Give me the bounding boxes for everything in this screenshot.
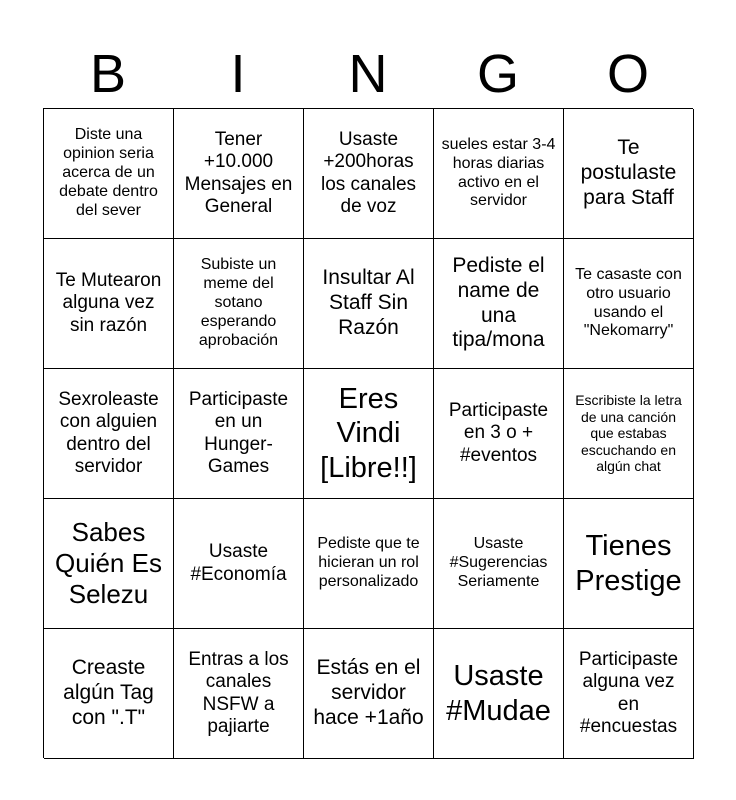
bingo-cell-r2-c4[interactable]: Pediste el name de una tipa/mona (434, 239, 564, 369)
bingo-cell-r1-c3[interactable]: Usaste +200horas los canales de voz (304, 109, 434, 239)
bingo-cell-r5-c5[interactable]: Participaste alguna vez en #encuestas (564, 629, 694, 759)
bingo-cell-r4-c2[interactable]: Usaste #Economía (174, 499, 304, 629)
bingo-cell-r1-c1[interactable]: Diste una opinion seria acerca de un debate dentro del sever (44, 109, 174, 239)
bingo-cell-r1-c5[interactable]: Te postulaste para Staff (564, 109, 694, 239)
header-letter-b: B (89, 44, 127, 104)
bingo-board (43, 108, 693, 758)
header-letter-i: I (230, 44, 246, 104)
bingo-cell-r2-c1[interactable]: Te Mutearon alguna vez sin razón (44, 239, 174, 369)
bingo-cell-r1-c2[interactable]: Tener +10.000 Mensajes en General (174, 109, 304, 239)
header-letter-o: O (606, 44, 649, 104)
bingo-cell-r1-c4[interactable]: sueles estar 3-4 horas diarias activo en el servidor (434, 109, 564, 239)
header-letter-g: G (476, 44, 519, 104)
bingo-cell-r4-c3[interactable]: Pediste que te hicieran un rol personalizado (304, 499, 434, 629)
bingo-cell-r3-c5[interactable]: Escribiste la letra de una canción que estabas escuchando en algún chat (564, 369, 694, 499)
bingo-cell-r4-c5[interactable]: Tienes Prestige (564, 499, 694, 629)
bingo-cell-r5-c4[interactable]: Usaste #Mudae (434, 629, 564, 759)
bingo-cell-r3-c3-free[interactable]: Eres Vindi [Libre!!] (304, 369, 434, 499)
bingo-cell-r3-c1[interactable]: Sexroleaste con alguien dentro del servidor (44, 369, 174, 499)
bingo-cell-r5-c1[interactable]: Creaste algún Tag con ".T" (44, 629, 174, 759)
bingo-cell-r4-c4[interactable]: Usaste #Sugerencias Seriamente (434, 499, 564, 629)
bingo-cell-r2-c2[interactable]: Subiste un meme del sotano esperando aprobación (174, 239, 304, 369)
bingo-cell-r2-c5[interactable]: Te casaste con otro usuario usando el "Nekomarry" (564, 239, 694, 369)
bingo-header (43, 40, 693, 108)
bingo-cell-r2-c3[interactable]: Insultar Al Staff Sin Razón (304, 239, 434, 369)
bingo-cell-r3-c4[interactable]: Participaste en 3 o + #eventos (434, 369, 564, 499)
bingo-cell-r4-c1[interactable]: Sabes Quién Es Selezu (44, 499, 174, 629)
header-letter-n: N (348, 44, 388, 104)
bingo-cell-r5-c3[interactable]: Estás en el servidor hace +1año (304, 629, 434, 759)
bingo-cell-r3-c2[interactable]: Participaste en un Hunger-Games (174, 369, 304, 499)
bingo-cell-r5-c2[interactable]: Entras a los canales NSFW a pajiarte (174, 629, 304, 759)
